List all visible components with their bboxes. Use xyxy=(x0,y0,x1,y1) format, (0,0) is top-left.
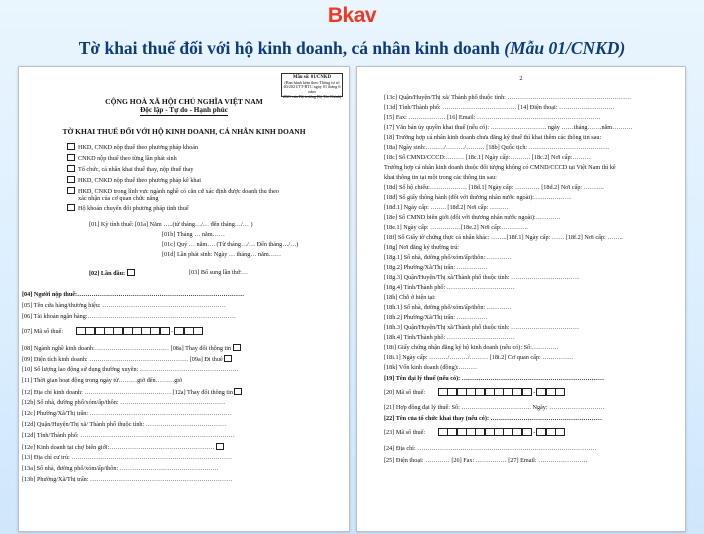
option-declaration[interactable]: HKD, CNKD nộp thuế theo phương pháp kê khai xyxy=(67,176,201,184)
field-21: [21] Hợp đồng đại lý thuế: Số: ……………………………. Ngày: ……………………… xyxy=(384,404,605,411)
field-25: [25] Điện thoại: ………… [26] Fax: …………… [27] Email: …………………… xyxy=(384,457,588,464)
supplement: [03] Bổ sung lần thứ:… xyxy=(189,269,249,276)
form-code: (Mẫu 01/CNKD) xyxy=(504,38,626,58)
form-title: TỜ KHAI THUẾ ĐỐI VỚI HỘ KINH DOANH, CÁ NHÂN KINH DOANH xyxy=(62,127,306,136)
field-07: [07] Mã số thuế: - xyxy=(22,327,203,337)
field-18i: [18i] Giấy chứng nhận đăng ký hộ kinh doanh (nếu có): Số:…………. xyxy=(384,344,559,351)
tax-period-01a: [01] Kỳ tính thuế: [01a] Năm …..(từ tháng…/… đến tháng…/… ) xyxy=(89,221,253,228)
field-13b: [13b] Phường/Xã/Thị trấn: …………………………………………………………… xyxy=(22,476,233,483)
page-number: 2 xyxy=(519,75,523,82)
checkbox[interactable] xyxy=(67,143,75,150)
field-18h3: [18h.3] Quận/Huyện/Thị xã/Thành phố thuộc tỉnh: …………………………… xyxy=(384,324,580,331)
field-13a: [13a] Số nhà, đường phố/xóm/ấp/thôn: ………………………………………… xyxy=(22,465,219,472)
field-18g: [18g] Nơi đăng ký thường trú: xyxy=(384,244,460,251)
field-17: [17] Văn bản ủy quyền khai thuế (nếu có): ……………………… ngày ……tháng…….năm………. xyxy=(384,124,633,131)
checkbox[interactable] xyxy=(67,176,75,183)
field-12e: [12e] Kinh doanh tại chợ biên giới:…………………………………………… xyxy=(22,443,224,451)
option-withholding[interactable]: Tổ chức, cá nhân khai thuế thay, nộp thuế thay xyxy=(67,165,194,173)
tax-period-01b: [01b] Tháng … năm…… xyxy=(162,231,225,238)
field-22: [22] Tên của tổ chức khai thay (nếu có): ……………………………………………… xyxy=(384,415,602,422)
withholder-branch-cells xyxy=(537,428,565,438)
field-18c: [18c] Số CMND/CCCD:……… [18c.1] Ngày cấp:………. [18c.2] Nơi cấp:……… xyxy=(384,154,591,161)
note-line-1: Trường hợp cá nhân kinh doanh thuộc đối tượng không có CMND/CCCD tại Việt Nam thì kê xyxy=(384,164,616,171)
field-18h2: [18h.2] Phường/Xã/Thị trấn: …………… xyxy=(384,314,488,321)
form-page-1 xyxy=(18,66,350,532)
tax-period-01d: [01d] Lần phát sinh: Ngày … tháng… năm…… xyxy=(162,251,282,258)
checkbox[interactable] xyxy=(67,154,75,161)
field-18dd: [18đ] Số giấy thông hành (đối với thương nhân nước ngoài):……………… xyxy=(384,194,572,201)
field-18h1: [18h.1] Số nhà, đường phố/xóm/ấp/thôn: ………… xyxy=(384,304,512,311)
field-12d: [12d] Quận/Huyện/Thị xã/ Thành phố thuộc tỉnh: ………………………………… xyxy=(22,421,227,428)
field-18h4: [18h.4] Tỉnh/Thành phố: …………………………… xyxy=(384,334,515,341)
field-18f: [18f] Số Giấy tờ chứng thực cá nhân khác: ……..[18f.1] Ngày cấp: …… [18f.2] Nơi cấp: …….. xyxy=(384,234,623,241)
field-11: [11] Thời gian hoạt động trong ngày từ………giờ đến………giờ xyxy=(22,377,183,384)
field-12c: [12c] Phường/Xã/Thị trấn: …………………………………………………………… xyxy=(22,410,232,417)
field-18d: [18d] Số hộ chiếu:……………… [18d.1] Ngày cấp: ………… [18d.2] Nơi cấp: ………. xyxy=(384,184,604,191)
option-confirmed-revenue[interactable]: HKD, CNKD trong lĩnh vực ngành nghề có căn cứ xác định được doanh thu theo xyxy=(67,187,279,195)
field-04: [04] Người nộp thuế:……………………………………………………………………… xyxy=(22,291,245,298)
option-conversion[interactable]: Hộ khoán chuyển đổi phương pháp tính thuế xyxy=(67,204,189,212)
field-15: [15] Fax: ……………… [16] Email: …………………………………………………… xyxy=(384,114,601,121)
tax-code-cells xyxy=(77,327,170,337)
option-per-occurrence[interactable]: CNKD nộp thuế theo từng lần phát sinh xyxy=(67,154,177,162)
field-18g4: [18g.4] Tỉnh/Thành phố: …………………………… xyxy=(384,284,515,291)
form-stamp: Mẫu số: 01/CNKD (Ban hành kèm theo Thông tư số 40/2021/TT-BTC ngày 01 tháng 6 năm 2021 của Bộ trưởng Bộ Tài Chính) xyxy=(282,75,342,99)
field-18e1: [18e.1] Ngày cấp: ……………[18e.2] Nơi cấp:…………. xyxy=(384,224,528,231)
checkbox[interactable] xyxy=(67,187,75,194)
field-06: [06] Tài khoản ngân hàng:……………………………………………………………… xyxy=(22,313,237,320)
field-10: [10] Số lượng lao động sử dụng thường xuyên: ………………………………………… xyxy=(22,366,239,373)
field-09: [09] Diện tích kinh doanh: ………………………………………… [09a] Đi thuê xyxy=(22,355,232,363)
field-12: [12] Địa chỉ kinh doanh: …………………………………… [12a] Thay đổi thông tin xyxy=(22,388,242,396)
field-18e: [18e] Số CMND biên giới (đối với thương nhân nước ngoài):………… xyxy=(384,214,561,221)
option-lump-sum[interactable]: HKD, CNKD nộp thuế theo phương pháp khoán xyxy=(67,143,198,151)
field-18dd1: [18đ.1] Ngày cấp: …….. [18đ.2] Nơi cấp: ……… xyxy=(384,204,509,211)
field-12dd: [12đ] Tỉnh/Thành phố: ………………………………………………………………… xyxy=(22,432,235,439)
field-18h: [18h] Chỗ ở hiện tại: xyxy=(384,294,436,301)
option-confirmed-revenue-cont: xác nhận của cơ quan chức năng xyxy=(78,195,159,202)
agent-tax-code-cells xyxy=(439,388,532,398)
address-change-checkbox[interactable] xyxy=(234,388,242,395)
field-12b: [12b] Số nhà, đường phố/xóm/ấp/thôn: …………………………………………… xyxy=(22,399,226,406)
field-18i1: [18i.1] Ngày cấp: ………/………/……… [18i.2] Cơ quan cấp: …………… xyxy=(384,354,574,361)
field-08: [08] Ngành nghề kinh doanh:……………………………… [08a] Thay đổi thông tin xyxy=(22,344,241,352)
rented-checkbox[interactable] xyxy=(224,355,232,362)
tax-period-01c: [01c] Quý … năm…. (Từ tháng…/… Đến tháng…/…) xyxy=(162,241,299,248)
field-13d: [13d] Tỉnh/Thành phố: ……………………………… [14] Điện thoại: ……………………… xyxy=(384,104,615,111)
first-time: [02] Lần đầu: xyxy=(89,269,135,277)
checkbox[interactable] xyxy=(67,165,75,172)
field-18g3: [18g.3] Quận/Huyện/Thị xã/Thành phố thuộc tỉnh: …………………………… xyxy=(384,274,580,281)
form-page-2 xyxy=(356,66,686,532)
field-19: [19] Tên đại lý thuế (nếu có): …………………………………………………………… xyxy=(384,375,605,382)
border-market-checkbox[interactable] xyxy=(216,443,224,450)
page-title: Tờ khai thuế đối với hộ kinh doanh, cá nhân kinh doanh (Mẫu 01/CNKD) xyxy=(78,38,626,58)
national-title: CỘNG HOÀ XÃ HỘI CHỦ NGHĨA VIỆT NAM xyxy=(105,97,263,106)
field-18g1: [18g.1] Số nhà, đường phố/xóm/ấp/thôn: ………… xyxy=(384,254,512,261)
field-13: [13] Địa chỉ cư trú: …………………………………………………………………… xyxy=(22,454,233,461)
field-23: [23] Mã số thuế: - xyxy=(384,428,565,438)
checkbox[interactable] xyxy=(67,204,75,211)
field-18a: [18a] Ngày sinh:………/………/……… [18b] Quốc tịch: ………………………………… xyxy=(384,144,610,151)
field-05: [05] Tên cửa hàng/thương hiệu: …………………………………………………… xyxy=(22,302,226,309)
note-line-2: khai thông tin tại một trong các thông tin sau: xyxy=(384,174,497,181)
field-13c: [13c] Quận/Huyện/Thị xã/ Thành phố thuộc tỉnh: …………………………………………………… xyxy=(384,94,632,101)
field-18: [18] Trường hợp cá nhân kinh doanh chưa đăng ký thuế thì khai thêm các thông tin sau: xyxy=(384,134,602,141)
field-20: [20] Mã số thuế: - xyxy=(384,388,565,398)
tax-code-branch-cells xyxy=(175,327,203,337)
field-18g2: [18g.2] Phường/Xã/Thị trấn: …………… xyxy=(384,264,488,271)
field-18k: [18k] Vốn kinh doanh (đồng):……… xyxy=(384,364,478,371)
national-motto: Độc lập - Tự do - Hạnh phúc xyxy=(140,106,228,114)
withholder-tax-code-cells xyxy=(439,428,532,438)
field-24: [24] Địa chỉ: …………………………………………………………………………… xyxy=(384,445,597,452)
first-time-checkbox[interactable] xyxy=(127,269,135,276)
agent-branch-cells xyxy=(537,388,565,398)
change-info-checkbox[interactable] xyxy=(233,344,241,351)
bkav-logo: Bkav xyxy=(327,4,377,27)
